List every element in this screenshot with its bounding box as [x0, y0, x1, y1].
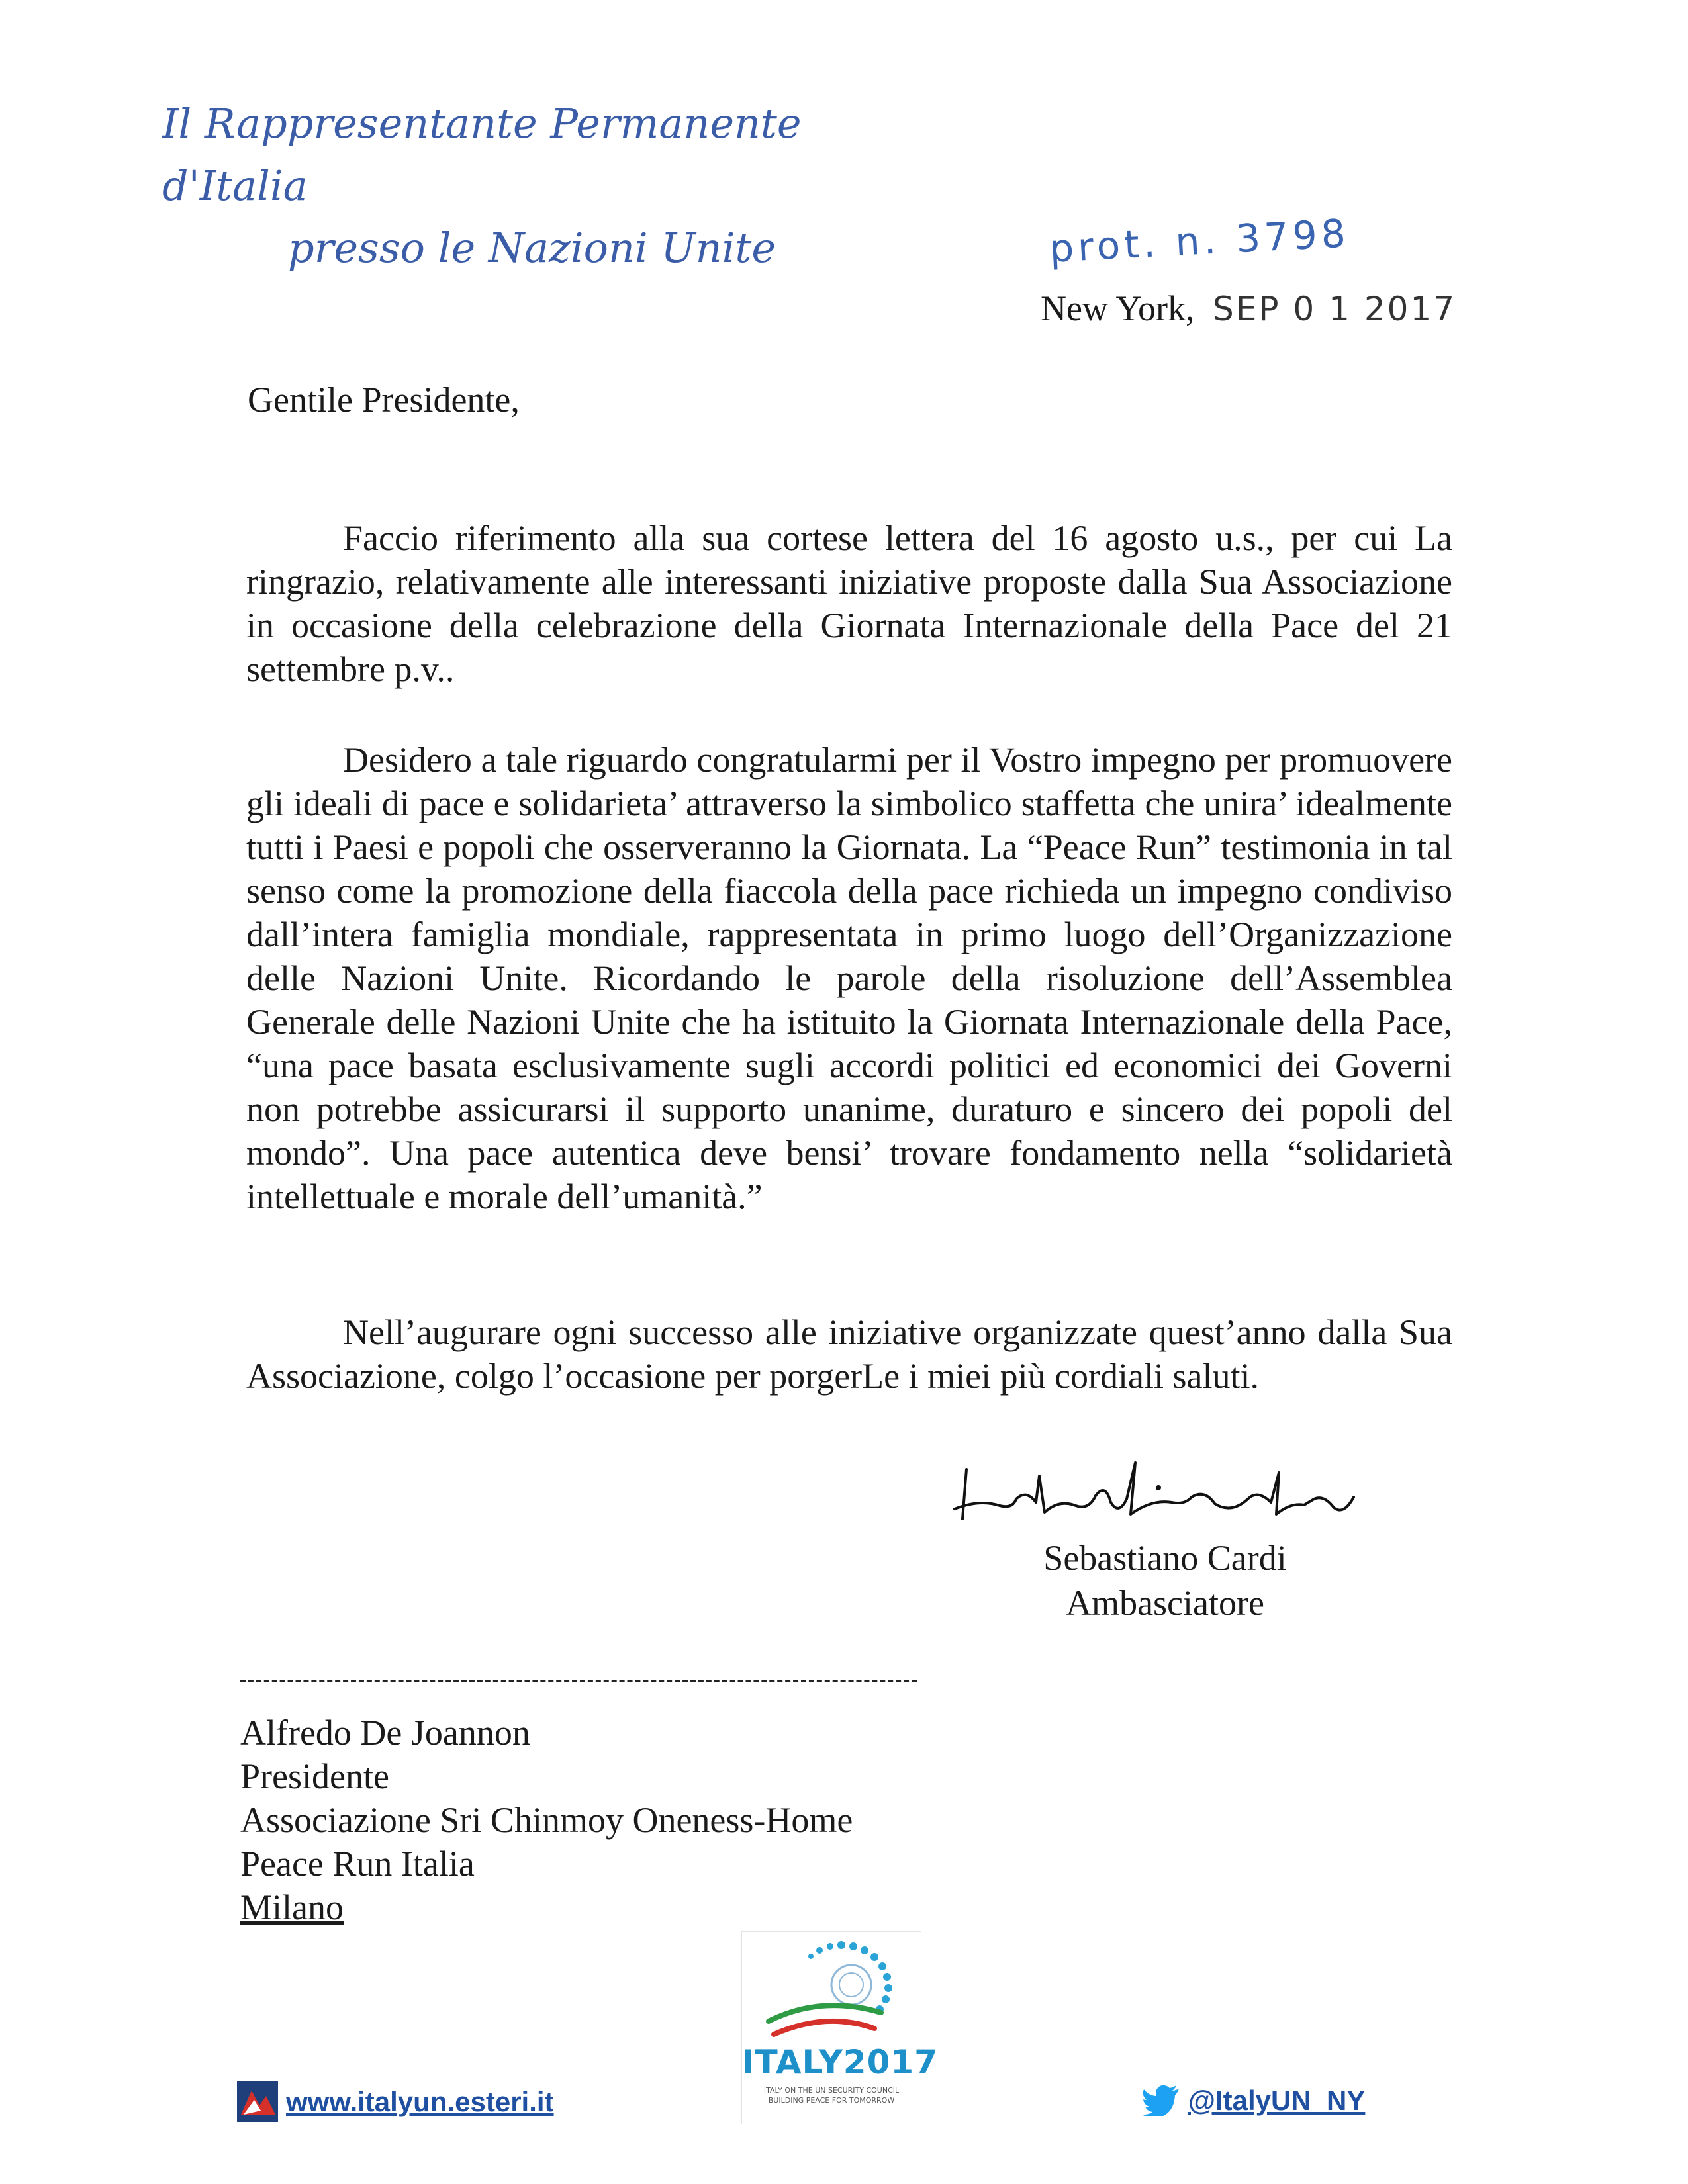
letterhead — [162, 93, 957, 279]
recipient-organization: Associazione Sri Chinmoy Oneness-Home — [240, 1800, 853, 1840]
handwritten-signature — [953, 1436, 1377, 1535]
recipient-address — [240, 1711, 853, 1929]
dateline-place: New York, — [1041, 289, 1195, 328]
website-icon — [237, 2081, 278, 2122]
recipient-name: Alfredo De Joannon — [240, 1713, 530, 1752]
un-emblem-icon — [742, 1932, 921, 2044]
recipient-city: Milano — [240, 1888, 344, 1927]
logo-subtitle-line-1: ITALY ON THE UN SECURITY COUNCIL — [763, 2086, 900, 2095]
website-link[interactable]: www.italyun.esteri.it — [286, 2086, 554, 2117]
signer-name: Sebastiano Cardi — [1043, 1538, 1287, 1578]
twitter-bird-icon — [1142, 2085, 1180, 2116]
italy2017-logo — [741, 1931, 938, 2124]
recipient-project: Peace Run Italia — [240, 1844, 475, 1884]
paragraph-1: Faccio riferimento alla sua cortese lettera del 16 agosto u.s., per cui La ringrazio, relativamente alle interessanti iniziative proposte dalla Sua Associazione in occasione della celebrazione della Giornata Internazionale della Pace del 21 settembre p.v.. — [246, 518, 1452, 689]
dateline — [1041, 288, 1456, 329]
logo-subtitle-line-2: BUILDING PEACE FOR TOMORROW — [768, 2096, 895, 2105]
protocol-number: prot. n. 3798 — [1048, 210, 1351, 271]
letterhead-line-1: Il Rappresentante Permanente d'Italia — [162, 99, 802, 210]
paragraph-3: Nell’augurare ogni successo alle iniziative organizzate quest’anno dalla Sua Associazione, colgo l’occasione per porgerLe i miei più cordiali saluti. — [246, 1312, 1452, 1396]
logo-title: ITALY2017 — [742, 2043, 938, 2081]
signer-block — [1006, 1535, 1324, 1625]
footer-twitter — [1142, 2085, 1365, 2116]
paragraph-2: Desidero a tale riguardo congratularmi per il Vostro impegno per promuovere gli ideali di pace e solidarieta’ attraverso la simbolico staffetta che unira’ idealmente tutti i Paesi e popoli che osserveranno la Giornata. La “Peace Run” testimonia in tal senso come la promozione della fiaccola della pace richieda un impegno condiviso dall’intera famiglia mondiale, rappresentata in primo luogo dell’Organizzazione delle Nazioni Unite. Ricordando le parole della risoluzione dell’Assemblea Generale delle Nazioni Unite che ha istituito la Giornata Internazionale della Pace, “una pace basata esclusivamente sugli accordi politici ed economici dei Governi non potrebbe assicurarsi il supporto unanime, duraturo e sincero dei popoli del mondo”. Una pace autentica deve bensi’ trovare fondamento nella “solidarietà intellettuale e morale dell’umanità.” — [246, 740, 1452, 1216]
letterhead-line-2: presso le Nazioni Unite — [288, 224, 776, 272]
divider-line — [240, 1680, 917, 1682]
logo-subtitle — [747, 2085, 915, 2105]
date-stamp: SEP 0 1 2017 — [1213, 290, 1457, 328]
recipient-role: Presidente — [240, 1756, 389, 1796]
twitter-link[interactable]: @ItalyUN_NY — [1188, 2085, 1366, 2116]
salutation: Gentile Presidente, — [248, 380, 520, 420]
footer-website — [237, 2081, 554, 2122]
signer-title: Ambasciatore — [1066, 1583, 1264, 1623]
